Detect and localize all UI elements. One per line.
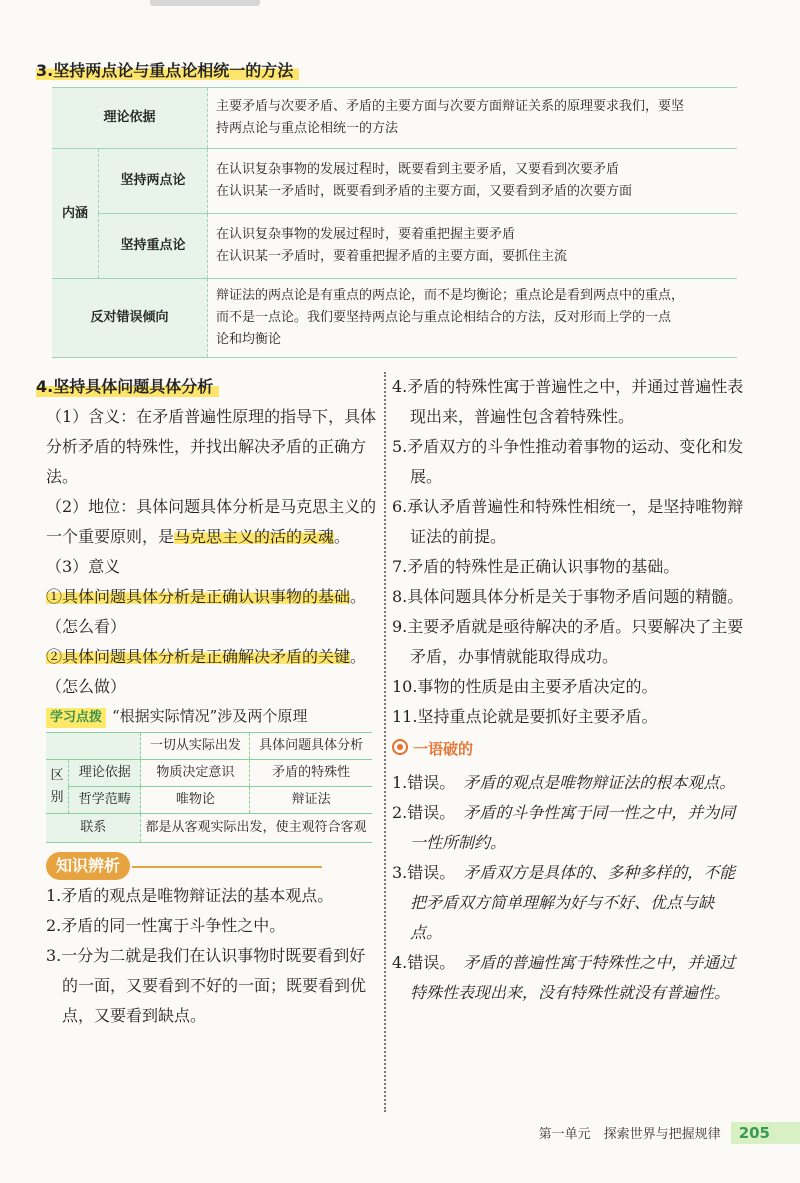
row-line: 在认识某一矛盾时，要着重把握矛盾的主要方面，要抓住主流 xyxy=(216,249,568,264)
row-line: 主要矛盾与次要矛盾、矛盾的主要方面与次要方面辩证关系的原理要求我们，要坚 xyxy=(216,99,685,114)
answer-text: 矛盾的普遍性寓于特殊性之中，并通过特殊性表现出来，没有特殊性就没有普遍性。 xyxy=(410,953,736,1002)
knowledge-heading xyxy=(46,851,381,881)
answer-head: 2.错误。 xyxy=(392,803,448,822)
knowledge-item: 10.事物的性质是由主要矛盾决定的。 xyxy=(392,677,658,696)
method-table xyxy=(52,87,737,358)
answer-head: 4.错误。 xyxy=(392,953,448,972)
table-row xyxy=(52,149,737,214)
answer-text: 矛盾的观点是唯物辩证法的根本观点。 xyxy=(463,773,736,792)
table-row xyxy=(46,733,372,760)
study-tip-title: “根据实际情况”涉及两个原理 xyxy=(112,707,308,725)
row-line: 在认识复杂事物的发展过程时，既要看到主要矛盾，又要看到次要矛盾 xyxy=(216,162,620,177)
knowledge-badge: 知识辨析 xyxy=(46,852,130,880)
study-table xyxy=(46,732,372,843)
answer-item xyxy=(392,768,744,798)
page-number: 205 xyxy=(731,1122,800,1144)
study-tip-heading xyxy=(46,704,381,728)
significance-2-highlight: ②具体问题具体分析是正确解决矛盾的关键 xyxy=(46,647,351,666)
diff-char: 区 xyxy=(50,767,64,783)
col-header: 一切从实际出发 xyxy=(141,733,250,760)
left-column xyxy=(36,372,381,1031)
knowledge-item: 11.坚持重点论就是要抓好主要矛盾。 xyxy=(392,707,658,726)
answer-item xyxy=(392,948,744,1008)
page-footer xyxy=(539,1122,800,1144)
top-scan-mark xyxy=(150,0,260,6)
column-divider xyxy=(384,372,386,1112)
col-header: 具体问题具体分析 xyxy=(250,733,372,760)
significance-1-tail: 。（怎么看） xyxy=(46,587,367,636)
answer-text: 矛盾双方是具体的、多种多样的，不能把矛盾双方简单理解为好与不好、优点与缺点。 xyxy=(410,863,736,942)
row-line: 在认识某一矛盾时，既要看到矛盾的主要方面，又要看到矛盾的次要方面 xyxy=(216,184,633,199)
status-text: （2）地位：具体问题具体分析是马克思主义的一个重要原则，是 xyxy=(46,497,377,546)
knowledge-item: 7.矛盾的特殊性是正确认识事物的基础。 xyxy=(392,557,680,576)
cell: 唯物论 xyxy=(141,787,250,814)
row-line: 而不是一点论。我们要坚持两点论与重点论相结合的方法，反对形而上学的一点 xyxy=(216,310,672,325)
row-label: 理论依据 xyxy=(69,760,141,787)
table-row xyxy=(52,279,737,358)
answers-title: 一语破的 xyxy=(413,740,474,758)
significance-2-tail: 。（怎么做） xyxy=(46,647,367,696)
answers-heading xyxy=(392,734,744,764)
empty-cell xyxy=(46,733,141,760)
answer-head: 3.错误。 xyxy=(392,863,448,882)
knowledge-item: 3.一分为二就是我们在认识事物时既要看到好的一面，又要看到不好的一面；既要看到优点，又要看到缺点。 xyxy=(46,946,367,1025)
row-line: 在认识复杂事物的发展过程时，要着重把握主要矛盾 xyxy=(216,227,516,242)
row-label: 反对错误倾向 xyxy=(52,279,208,358)
row-line: 论和均衡论 xyxy=(216,332,282,347)
knowledge-item: 9.主要矛盾就是亟待解决的矛盾。只要解决了主要矛盾，办事情就能取得成功。 xyxy=(392,617,744,666)
cell: 矛盾的特殊性 xyxy=(250,760,372,787)
knowledge-item: 8.具体问题具体分析是关于事物矛盾问题的精髓。 xyxy=(392,587,744,606)
row-label: 坚持两点论 xyxy=(99,149,208,214)
row-label: 坚持重点论 xyxy=(99,214,208,279)
row-label: 联系 xyxy=(46,814,141,843)
answer-item xyxy=(392,858,744,948)
status-end: 。 xyxy=(334,527,351,546)
diff-label xyxy=(46,760,69,814)
group-label: 内涵 xyxy=(52,149,99,279)
right-column xyxy=(392,372,744,1008)
table-row xyxy=(52,214,737,279)
row-line: 辩证法的两点论是有重点的两点论，而不是均衡论；重点论是看到两点中的重点， xyxy=(216,288,685,303)
table-row xyxy=(52,88,737,149)
section4-title: 4.坚持具体问题具体分析 xyxy=(36,376,219,398)
table-row xyxy=(46,760,372,787)
cell: 物质决定意识 xyxy=(141,760,250,787)
heading-rule xyxy=(132,866,322,868)
knowledge-item: 6.承认矛盾普遍性和特殊性相统一，是坚持唯物辩证法的前提。 xyxy=(392,497,744,546)
knowledge-item: 2.矛盾的同一性寓于斗争性之中。 xyxy=(46,916,286,935)
meaning-paragraph: （1）含义：在矛盾普遍性原理的指导下，具体分析矛盾的特殊性，并找出解决矛盾的正确方法。 xyxy=(46,407,377,486)
knowledge-item: 1.矛盾的观点是唯物辩证法的基本观点。 xyxy=(46,886,334,905)
answer-item xyxy=(392,798,744,858)
cell: 都是从客观实际出发，使主观符合客观 xyxy=(141,814,372,843)
significance-1-highlight: ①具体问题具体分析是正确认识事物的基础 xyxy=(46,587,351,606)
section3-title: 3.坚持两点论与重点论相统一的方法 xyxy=(36,58,299,81)
significance-label: （3）意义 xyxy=(46,557,121,576)
row-content xyxy=(208,279,738,358)
significance-1 xyxy=(46,582,381,642)
unit-title: 第一单元 探索世界与把握规律 xyxy=(538,1127,721,1142)
row-content xyxy=(208,149,738,214)
row-label: 哲学范畴 xyxy=(69,787,141,814)
cell: 辩证法 xyxy=(250,787,372,814)
status-paragraph xyxy=(46,492,381,552)
knowledge-item: 5.矛盾双方的斗争性推动着事物的运动、变化和发展。 xyxy=(392,437,744,486)
row-label: 理论依据 xyxy=(52,88,208,149)
status-highlight: 马克思主义的活的灵魂 xyxy=(174,527,335,546)
diff-char: 别 xyxy=(50,789,64,805)
row-content xyxy=(208,214,738,279)
row-line: 持两点论与重点论相统一的方法 xyxy=(216,121,399,136)
study-tip-tag: 学习点拨 xyxy=(46,708,106,728)
row-content xyxy=(208,88,738,149)
significance-2 xyxy=(46,642,381,702)
answer-text: 矛盾的斗争性寓于同一性之中，并为同一性所制约。 xyxy=(410,803,736,852)
target-icon xyxy=(392,739,408,755)
answer-head: 1.错误。 xyxy=(392,773,448,792)
knowledge-item: 4.矛盾的特殊性寓于普遍性之中，并通过普遍性表现出来，普遍性包含着特殊性。 xyxy=(392,377,744,426)
table-row xyxy=(46,814,372,843)
table-row xyxy=(46,787,372,814)
